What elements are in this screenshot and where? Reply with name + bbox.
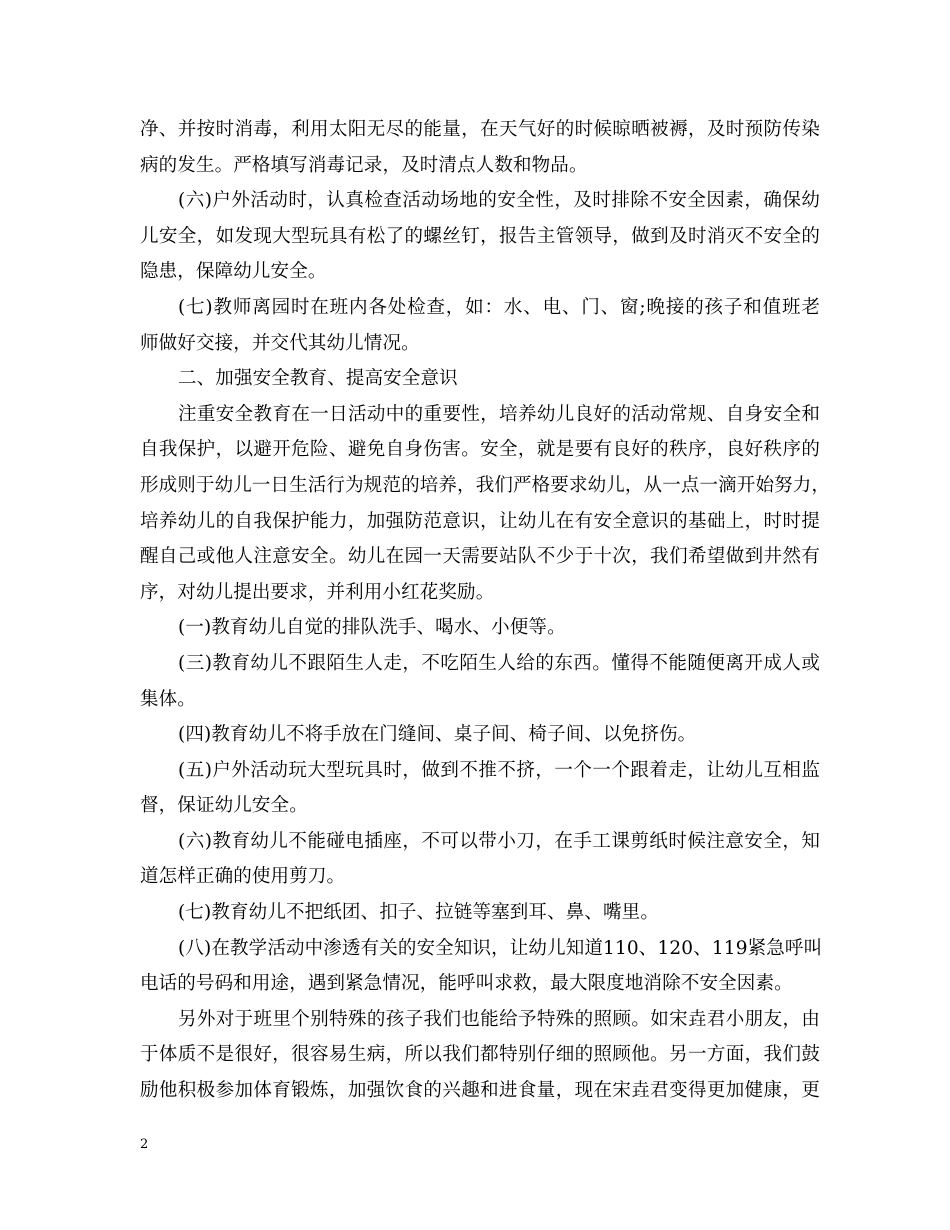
paragraph-first-line: (三)教育幼儿不跟陌生人走，不吃陌生人给的东西。懂得不能随便离开成人或	[178, 652, 820, 674]
text-line: 电话的号码和用途，遇到紧急情况，能呼叫求救，最大限度地消除不安全因素。	[140, 973, 793, 995]
paragraph-first-line: (八)在教学活动中渗透有关的安全知识，让幼儿知道110、120、119紧急呼叫	[178, 937, 823, 959]
section-heading: 二、加强安全教育、提高安全意识	[178, 368, 458, 390]
text-line: 形成则于幼儿一日生活行为规范的培养，我们严格要求幼儿，从一点一滴开始努力，	[140, 474, 831, 496]
text-line: 道怎样正确的使用剪刀。	[140, 866, 346, 888]
paragraph-first-line: 注重安全教育在一日活动中的重要性，培养幼儿良好的活动常规、自身安全和	[178, 403, 820, 425]
text-line: 自我保护，以避开危险、避免自身伤害。安全，就是要有良好的秩序，良好秩序的	[140, 439, 820, 461]
paragraph-first-line: 另外对于班里个别特殊的孩子我们也能给予特殊的照顾。如宋垚君小朋友，由	[178, 1008, 820, 1030]
text-line: 师做好交接，并交代其幼儿情况。	[140, 332, 420, 354]
text-line: 醒自己或他人注意安全。幼儿在园一天需要站队不少于十次，我们希望做到井然有	[140, 546, 820, 568]
text-line: 儿安全，如发现大型玩具有松了的螺丝钉，报告主管领导，做到及时消灭不安全的	[140, 225, 820, 247]
paragraph-first-line: (四)教育幼儿不将手放在门缝间、桌子间、椅子间、以免挤伤。	[178, 724, 697, 746]
page-number: 2	[140, 1137, 149, 1152]
paragraph-first-line: (七)教师离园时在班内各处检查，如：水、电、门、窗;晚接的孩子和值班老	[178, 296, 820, 318]
paragraph-first-line: (五)户外活动玩大型玩具时，做到不推不挤，一个一个跟着走，让幼儿互相监	[178, 759, 820, 781]
document-body	[140, 112, 831, 1109]
text-line: 净、并按时消毒，利用太阳无尽的能量，在天气好的时候晾晒被褥，及时预防传染	[140, 119, 820, 140]
text-line: 集体。	[140, 688, 196, 710]
paragraph-first-line: (七)教育幼儿不把纸团、扣子、拉链等塞到耳、鼻、嘴里。	[178, 902, 659, 924]
paragraph-first-line: (一)教育幼儿自觉的排队洗手、喝水、小便等。	[178, 617, 566, 639]
text-line: 病的发生。严格填写消毒记录，及时清点人数和物品。	[140, 154, 588, 176]
text-line: 督，保证幼儿安全。	[140, 795, 308, 817]
text-line: 隐患，保障幼儿安全。	[140, 261, 327, 283]
text-line: 励他积极参加体育锻炼，加强饮食的兴趣和进食量，现在宋垚君变得更加健康，更	[140, 1080, 820, 1102]
text-line: 序，对幼儿提出要求，并利用小红花奖励。	[140, 581, 495, 603]
text-line: 于体质不是很好，很容易生病，所以我们都特别仔细的照顾他。另一方面，我们鼓	[140, 1044, 820, 1066]
paragraph-first-line: (六)教育幼儿不能碰电插座，不可以带小刀，在手工课剪纸时候注意安全，知	[178, 830, 820, 852]
paragraph-first-line: (六)户外活动时，认真检查活动场地的安全性，及时排除不安全因素，确保幼	[178, 190, 820, 212]
text-line: 培养幼儿的自我保护能力，加强防范意识，让幼儿在有安全意识的基础上，时时提	[140, 510, 820, 532]
